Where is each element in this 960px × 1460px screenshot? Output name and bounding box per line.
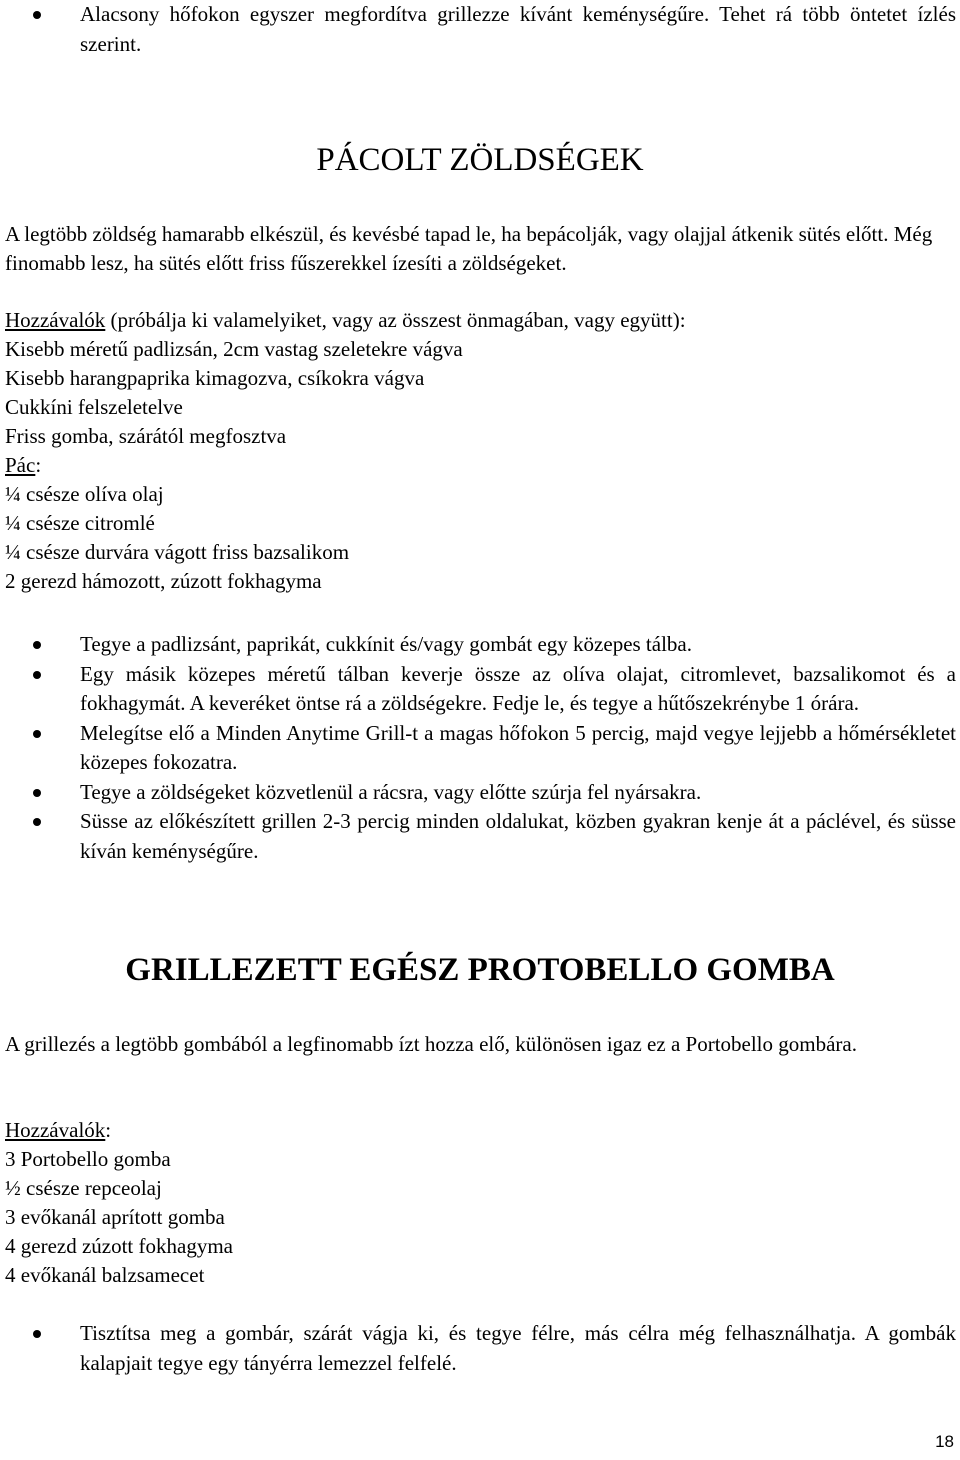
step-text: Tegye a zöldségeket közvetlenül a rácsra, vagy előtte szúrja fel nyársakra. [80,779,702,804]
step-text: Melegítse elő a Minden Anytime Grill-t a magas hőfokon 5 percig, majd vegye lejjebb a hőmérsékletet közepes fokozatra. [80,720,956,774]
section2-steps-list [0,1319,956,1378]
bullet-dot [33,818,41,826]
bullet-dot [33,641,41,649]
section2-intro: A grillezés a legtöbb gombából a legfinomabb ízt hozza elő, különösen igaz ez a Portobello gombára. [5,1032,857,1056]
step-text: Tisztítsa meg a gombár, szárát vágja ki, és tegye félre, más célra még felhasználhatja. A gombák kalapjait tegye egy tányérra lemezzel felfelé. [80,1321,956,1375]
ingredient-line: 4 gerezd zúzott fokhagyma [5,1234,233,1258]
step-text: Süsse az előkészített grillen 2-3 percig minden oldalukat, közben gyakran kenje át a páclével, és süsse kíván keménységűre. [80,809,956,863]
marinade-colon: : [35,453,42,477]
list-item [0,719,956,778]
bullet-dot [33,1330,41,1338]
list-item [0,807,956,866]
section-title-pacolt-zoldsegek: PÁCOLT ZÖLDSÉGEK [316,142,644,178]
list-item [0,1319,956,1378]
page-number: 18 [935,1432,954,1451]
section-title-grillezett-gomba: GRILLEZETT EGÉSZ PROTOBELLO GOMBA [125,952,835,988]
ingredients-heading [5,306,955,335]
ingredients-label: Hozzávalók [5,308,106,332]
step-text: Egy másik közepes méretű tálban keverje össze az olíva olajat, citromlevet, bazsalikomot és a fokhagymát. A keveréket öntse rá a zöldségekre. Fedje le, és tegye a hűtőszekrénybe 1 órára. [80,661,956,715]
marinade-heading [5,451,955,480]
ingredient-line: Cukkíni felszeletelve [5,395,183,419]
ingredient-line: ½ csésze repceolaj [5,1176,162,1200]
bullet-text: Alacsony hőfokon egyszer megfordítva grillezze kívánt keménységűre. Tehet rá több öntetet ízlés szerint. [80,2,956,56]
section1-steps-list [0,630,956,866]
list-item [0,630,956,660]
list-item [0,660,956,719]
ingredient-line: 3 Portobello gomba [5,1147,171,1171]
ingredients-heading [5,1116,955,1145]
section1-ingredients-block [5,306,955,596]
ingredients-note: (próbálja ki valamelyiket, vagy az összest önmagában, vagy együtt): [105,308,686,332]
top-bullet-list [0,0,956,59]
bullet-dot [33,671,41,679]
marinade-label: Pác [5,453,36,477]
section2-ingredients-block [5,1116,955,1290]
list-item [0,0,956,59]
section1-intro-block [5,220,955,277]
list-item [0,778,956,808]
ingredient-line: 3 evőkanál aprított gomba [5,1205,225,1229]
marinade-line: ¼ csésze durvára vágott friss bazsalikom [5,540,350,564]
ingredient-line: Kisebb méretű padlizsán, 2cm vastag szeletekre vágva [5,337,463,361]
marinade-line: ¼ csésze olíva olaj [5,482,164,506]
bullet-dot [33,11,41,19]
section1-intro: A legtöbb zöldség hamarabb elkészül, és kevésbé tapad le, ha bepácolják, vagy olajjal átkenik sütés előtt. Még finomabb lesz, ha sütés előtt friss fűszerekkel ízesíti a zöldségeket. [5,222,933,275]
ingredients-colon: : [105,1118,112,1142]
step-text: Tegye a padlizsánt, paprikát, cukkínit és/vagy gombát egy közepes tálba. [80,632,692,656]
ingredient-line: 4 evőkanál balzsamecet [5,1263,205,1287]
marinade-line: 2 gerezd hámozott, zúzott fokhagyma [5,569,322,593]
ingredient-line: Kisebb harangpaprika kimagozva, csíkokra vágva [5,366,425,390]
marinade-line: ¼ csésze citromlé [5,511,155,535]
section2-intro-block [5,1029,955,1059]
bullet-dot [33,730,41,738]
ingredients-label: Hozzávalók [5,1118,106,1142]
ingredient-line: Friss gomba, szárától megfosztva [5,424,287,448]
bullet-dot [33,789,41,797]
